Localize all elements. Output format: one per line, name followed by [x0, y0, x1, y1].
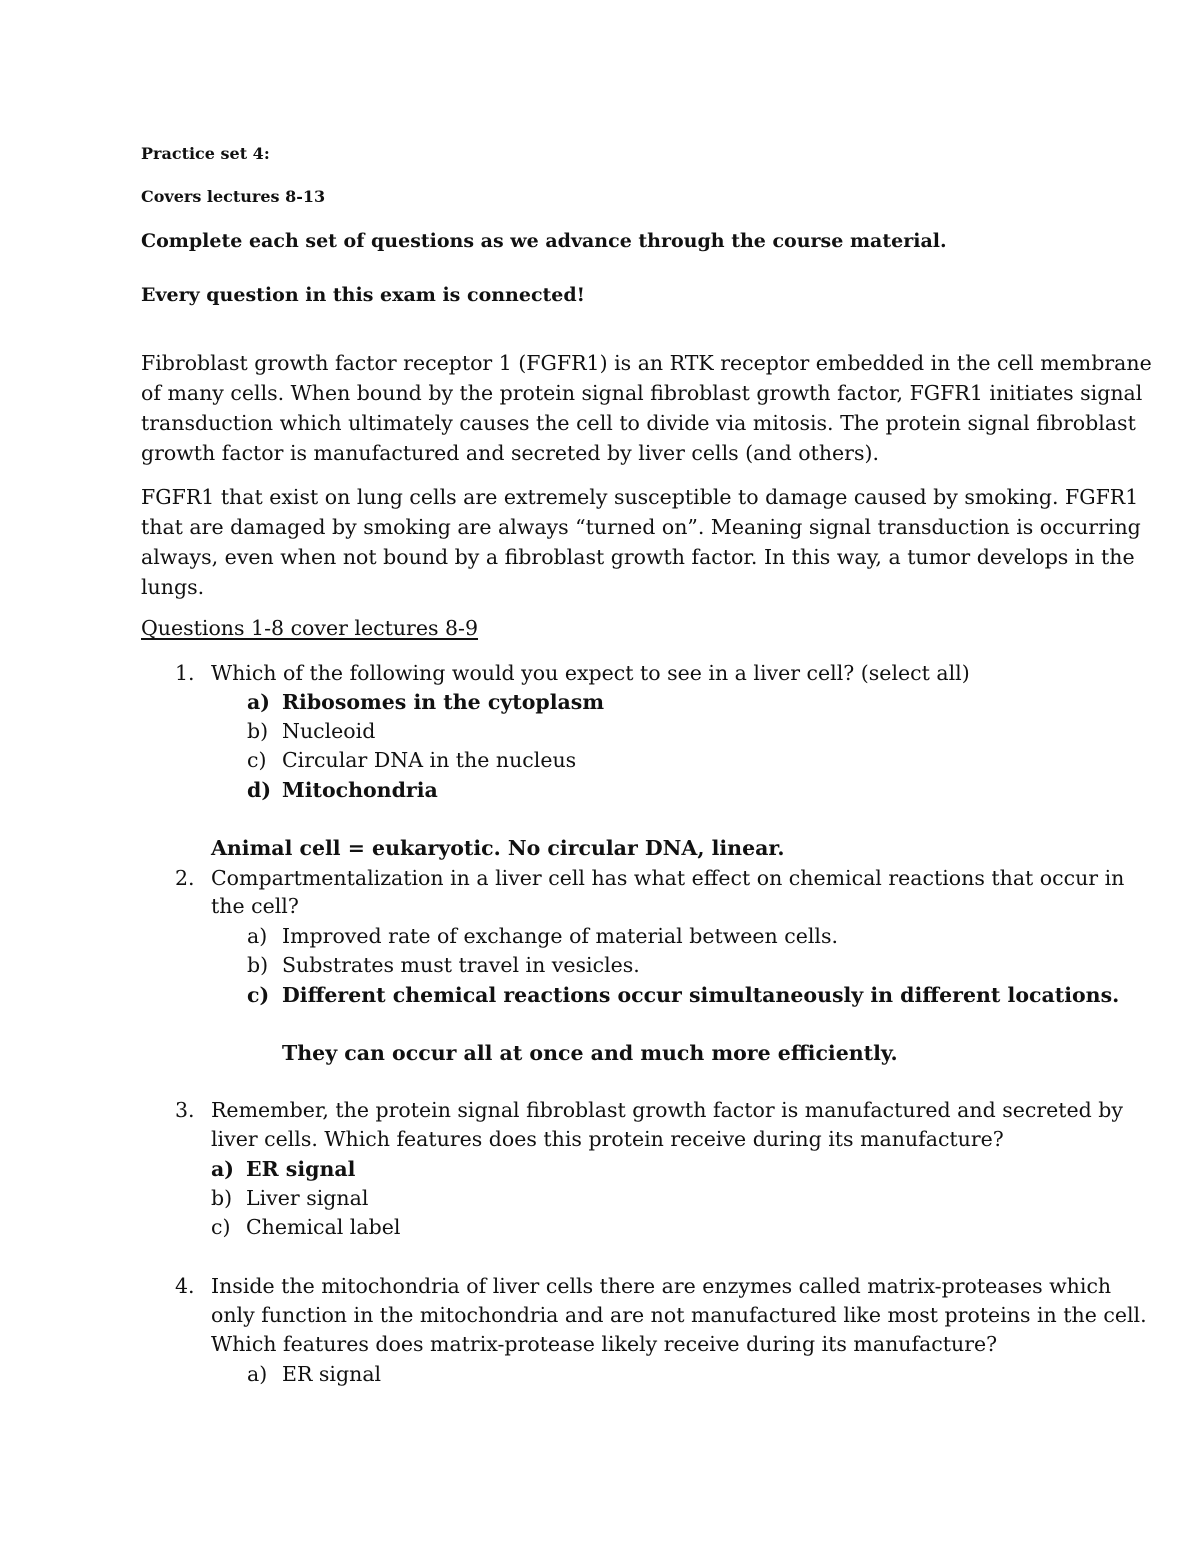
- section-heading: Questions 1-8 cover lectures 8-9: [141, 616, 479, 640]
- question-text: Which features does matrix-protease likely receive during its manufacture?: [211, 1332, 998, 1356]
- option-text: Different chemical reactions occur simultaneously in different locations.: [282, 983, 1120, 1007]
- option-text: Liver signal: [246, 1186, 369, 1210]
- option-letter: d): [247, 778, 272, 802]
- doc-title: Practice set 4:: [141, 144, 270, 163]
- intro-line: FGFR1 that exist on lung cells are extremely susceptible to damage caused by smoking. FGFR1: [141, 485, 1139, 509]
- option-letter: a): [247, 690, 270, 714]
- intro-line: of many cells. When bound by the protein signal fibroblast growth factor, FGFR1 initiates signal: [141, 381, 1143, 405]
- option-text: Chemical label: [246, 1215, 401, 1239]
- doc-covers: Covers lectures 8-13: [141, 187, 326, 206]
- option-letter: c): [247, 983, 270, 1007]
- option-letter: a): [247, 924, 268, 948]
- option-letter: a): [211, 1157, 234, 1181]
- question-text: Inside the mitochondria of liver cells there are enzymes called matrix-proteases which: [211, 1274, 1112, 1298]
- option-text: Circular DNA in the nucleus: [282, 748, 577, 772]
- intro-line: transduction which ultimately causes the cell to divide via mitosis. The protein signal fibroblast: [141, 411, 1136, 435]
- option-text: ER signal: [246, 1157, 356, 1181]
- option-text: Ribosomes in the cytoplasm: [282, 690, 605, 714]
- question-number: 4.: [175, 1274, 195, 1298]
- intro-line: lungs.: [141, 575, 205, 599]
- option-text: Nucleoid: [282, 719, 376, 743]
- option-text: ER signal: [282, 1362, 382, 1386]
- question-text: Remember, the protein signal fibroblast growth factor is manufactured and secreted by: [211, 1098, 1123, 1122]
- option-letter: b): [247, 719, 269, 743]
- intro-line: that are damaged by smoking are always “turned on”. Meaning signal transduction is occurring: [141, 515, 1141, 539]
- question-text: liver cells. Which features does this protein receive during its manufacture?: [211, 1127, 1004, 1151]
- intro-line: always, even when not bound by a fibroblast growth factor. In this way, a tumor develops in the: [141, 545, 1135, 569]
- doc-instruction: Complete each set of questions as we advance through the course material.: [141, 230, 947, 252]
- question-text: only function in the mitochondria and are not manufactured like most proteins in the cell.: [211, 1303, 1147, 1327]
- option-letter: c): [211, 1215, 231, 1239]
- answer-note: Animal cell = eukaryotic. No circular DNA, linear.: [211, 836, 785, 860]
- answer-note: They can occur all at once and much more efficiently.: [282, 1041, 898, 1065]
- intro-line: growth factor is manufactured and secreted by liver cells (and others).: [141, 441, 879, 465]
- option-letter: b): [247, 953, 269, 977]
- intro-line: Fibroblast growth factor receptor 1 (FGFR1) is an RTK receptor embedded in the cell membrane: [141, 351, 1152, 375]
- option-text: Improved rate of exchange of material between cells.: [282, 924, 838, 948]
- option-text: Substrates must travel in vesicles.: [282, 953, 640, 977]
- option-letter: b): [211, 1186, 233, 1210]
- question-number: 3.: [175, 1098, 195, 1122]
- question-number: 2.: [175, 866, 195, 890]
- question-text: Compartmentalization in a liver cell has what effect on chemical reactions that occur in: [211, 866, 1125, 890]
- intro-paragraph-2: [141, 482, 1141, 602]
- doc-connected-note: Every question in this exam is connected!: [141, 284, 586, 306]
- question-text: the cell?: [211, 894, 299, 918]
- option-letter: c): [247, 748, 267, 772]
- question-number: 1.: [175, 661, 195, 685]
- intro-paragraph-1: [141, 348, 1152, 468]
- option-text: Mitochondria: [282, 778, 438, 802]
- option-letter: a): [247, 1362, 268, 1386]
- question-text: Which of the following would you expect to see in a liver cell? (select all): [211, 661, 970, 685]
